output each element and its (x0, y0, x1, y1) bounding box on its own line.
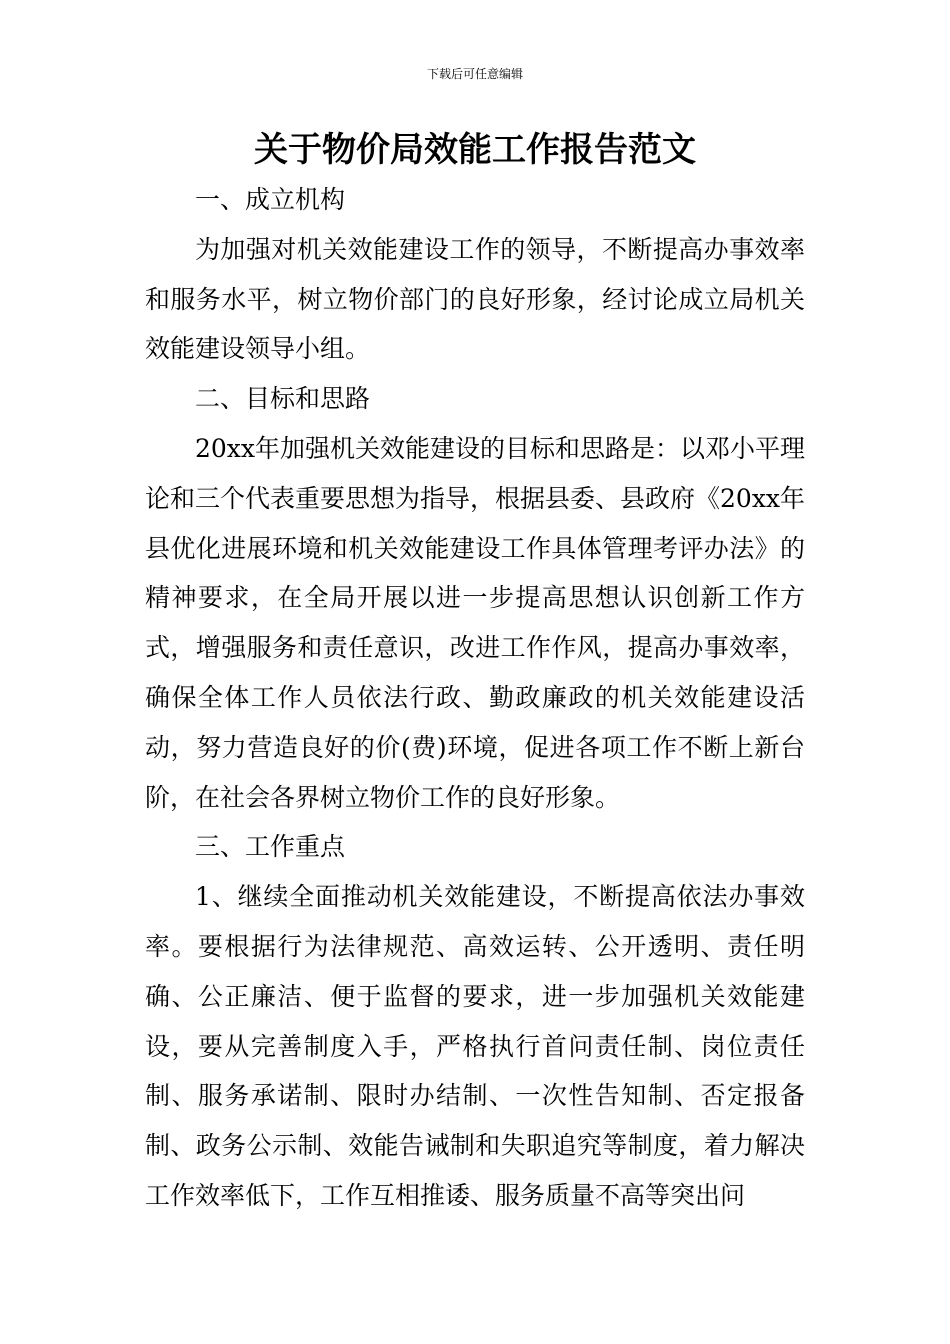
section-heading-1: 一、成立机构 (195, 185, 346, 214)
section-heading-3: 三、工作重点 (195, 832, 346, 862)
paragraph-1: 为加强对机关效能建设工作的领导，不断提高办事效率和服务水平，树立物价部门的良好形象，经讨论成立局机关效能建设领导小组。 (145, 234, 805, 364)
header-note: 下载后可任意编辑 (426, 67, 523, 81)
document-title: 关于物价局效能工作报告范文 (254, 130, 696, 170)
paragraph-3: 1、继续全面推动机关效能建设，不断提高依法办事效率。要根据行为法律规范、高效运转、公开透明、责任明确、公正廉洁、便于监督的要求，进一步加强机关效能建设，要从完善制度入手，严格执行首问责任制、岗位责任制、服务承诺制、限时办结制、一次性告知制、否定报备制、政务公示制、效能告诫制和失职追究等制度，着力解决工作效率低下，工作互相推诿、服务质量不高等突出问 (145, 882, 805, 1210)
document-body (145, 175, 805, 1221)
section-heading-2: 二、目标和思路 (195, 384, 371, 414)
paragraph-2: 20xx年加强机关效能建设的目标和思路是：以邓小平理论和三个代表重要思想为指导，根据县委、县政府《20xx年县优化进展环境和机关效能建设工作具体管理考评办法》的精神要求，在全局开展以进一步提高思想认识创新工作方式，增强服务和责任意识，改进工作作风，提高办事效率，确保全体工作人员依法行政、勤政廉政的机关效能建设活动，努力营造良好的价(费)环境，促进各项工作不断上新台阶，在社会各界树立物价工作的良好形象。 (145, 433, 806, 812)
